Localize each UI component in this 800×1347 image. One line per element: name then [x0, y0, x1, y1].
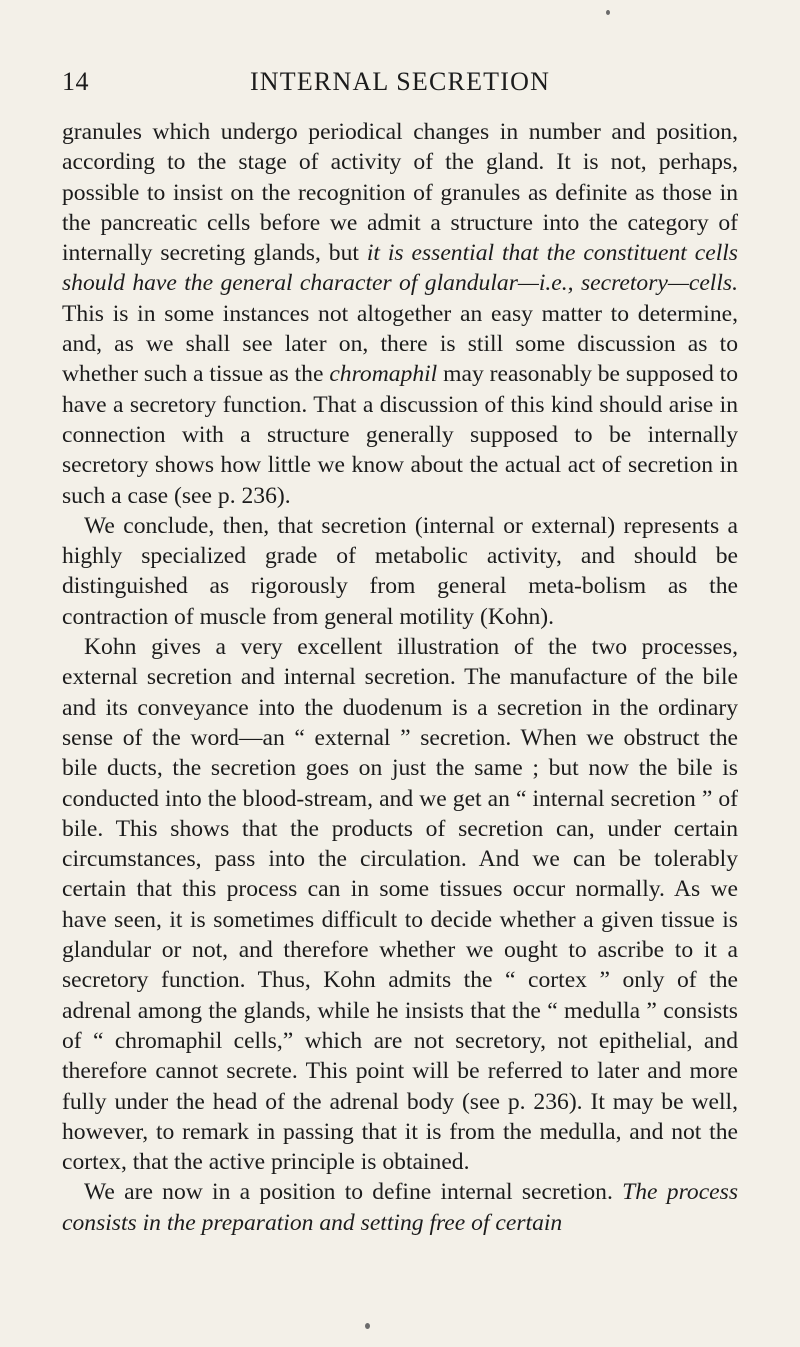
text-segment: This is in some instances not altogether an easy matter to determine, and, as we shall see later on, there is still some discussion as to whether such a tissue as the	[62, 300, 738, 388]
italic-segment: chromaphil	[329, 361, 438, 388]
page-number: 14	[62, 67, 89, 96]
paper-speck	[606, 10, 610, 15]
text-segment: may reasonably be supposed to have a secretory function. That a discussion of this kind should arise in connection with a structure generally supposed to be internally secretory shows how little we know about the actual act of secretion in such a case (see p. 236).	[62, 361, 739, 509]
paragraph-continuation	[62, 117, 738, 511]
italic-segment: it is essential that the constituent cells should have the general character of glandular—i.e., secretory—cells.	[62, 240, 738, 297]
page-header	[62, 67, 738, 107]
paragraph	[62, 632, 738, 1177]
text-segment: Kohn gives a very excellent illustration of the two processes, external secretion and internal secretion. The manufacture of the bile and its conveyance into the duodenum is a secretion in the ordinary sense of the word—an “ external ” secretion. When we obstruct the bile ducts, the secretion goes on just the same ; but now the bile is conducted into the blood-stream, and we get an “ internal secretion ” of bile. This shows that the products of secretion can, under certain circumstances, pass into the circulation. And we can be tolerably certain that this process can in some tissues occur normally. As we have seen, it is sometimes difficult to decide whether a given tissue is glandular or not, and therefore whether we ought to ascribe to it a secretory function. Thus, Kohn admits the “ cortex ” only of the adrenal among the glands, while he insists that the “ medulla ” consists of “ chromaphil cells,” which are not secretory, not epithelial, and therefore cannot secrete. This point will be referred to later and more fully under the head of the adrenal body (see p. 236). It may be well, however, to remark in passing that it is from the medulla, and not the cortex, that the active principle is obtained.	[62, 634, 738, 1176]
text-segment: granules which undergo periodical changes in number and position, according to the stage of activity of the gland. It is not, perhaps, possible to insist on the recognition of granules as definite as those in the pancreatic cells before we admit a structure into the category of internally secreting glands, but	[62, 119, 738, 267]
paragraph	[62, 511, 738, 632]
running-head: INTERNAL SECRETION	[249, 67, 551, 96]
body-text	[62, 117, 738, 1238]
text-segment: We are now in a position to define internal secretion.	[84, 1179, 623, 1206]
paper-speck	[365, 1323, 370, 1329]
text-segment: We conclude, then, that secretion (internal or external) represents a highly specialized grade of metabolic activity, and should be distinguished as rigorously from general meta-bolism as the contraction of muscle from general motility (Kohn).	[62, 512, 738, 630]
paragraph	[62, 1177, 738, 1238]
italic-segment: The process consists in the preparation and setting free of certain	[62, 1179, 738, 1236]
